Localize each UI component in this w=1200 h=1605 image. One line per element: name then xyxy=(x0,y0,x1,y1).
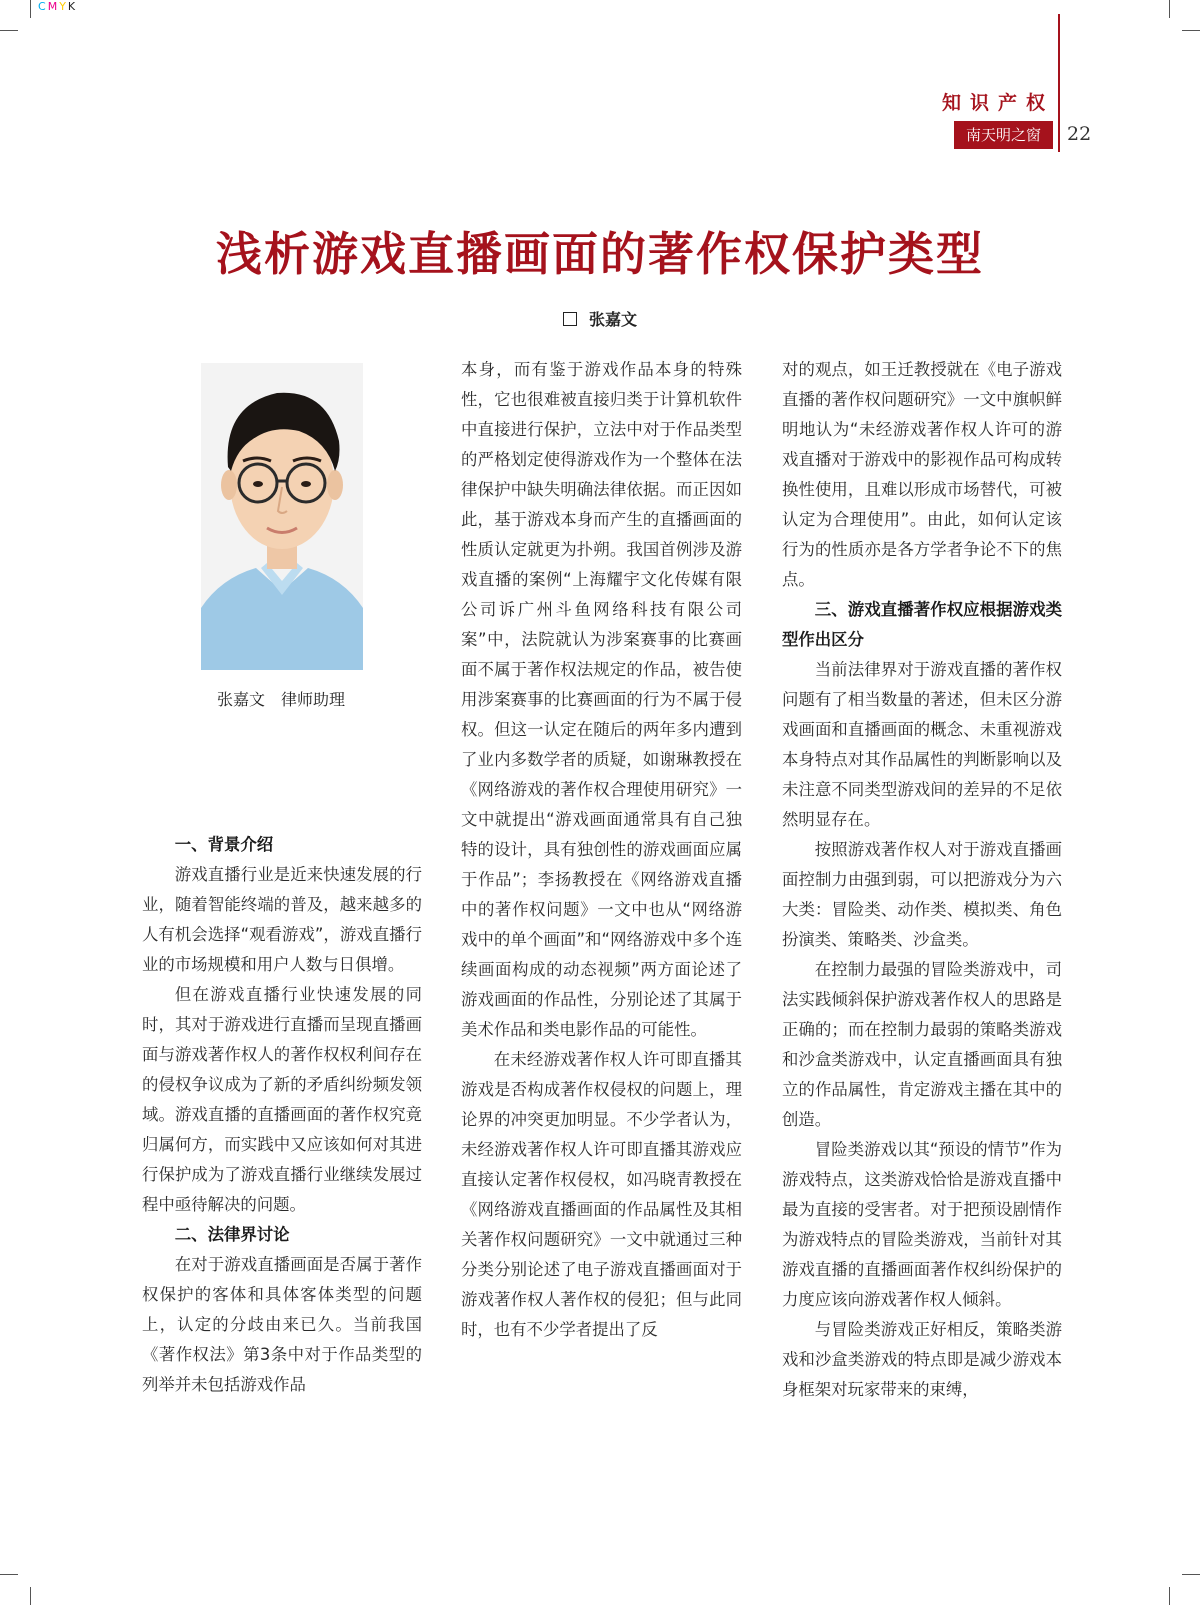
cmyk-registration-mark: CMYK xyxy=(38,0,78,13)
text-column-1 xyxy=(142,830,422,1400)
column-name-badge: 南天明之窗 xyxy=(954,121,1053,149)
crop-mark xyxy=(30,1587,31,1605)
section-heading-background: 一、背景介绍 xyxy=(174,835,274,854)
section-name: 知识产权 xyxy=(941,92,1054,114)
article-title: 浅析游戏直播画面的著作权保护类型 xyxy=(216,227,984,281)
author-name: 张嘉文 xyxy=(588,310,637,329)
crop-mark xyxy=(1169,0,1170,18)
square-icon xyxy=(563,312,577,326)
paragraph: 在控制力最强的冒险类游戏中，司法实践倾斜保护游戏著作权人的思路是正确的；而在控制力最弱的策略类游戏和沙盒类游戏中，认定直播画面具有独立的作品属性，肯定游戏主播在其中的创造。 xyxy=(782,960,1062,1129)
crop-mark xyxy=(0,1574,18,1575)
paragraph: 当前法律界对于游戏直播的著作权问题有了相当数量的著述，但未区分游戏画面和直播画面的概念、未重视游戏本身特点对其作品属性的判断影响以及未注意不同类型游戏间的差异的不足依然明显存在。 xyxy=(782,660,1062,829)
crop-mark xyxy=(1182,1574,1200,1575)
crop-mark xyxy=(30,0,31,18)
text-column-3 xyxy=(782,355,1062,1405)
photo-caption: 张嘉文 律师助理 xyxy=(216,690,345,709)
section-heading-game-type: 三、游戏直播著作权应根据游戏类型作出区分 xyxy=(782,600,1062,649)
paragraph: 但在游戏直播行业快速发展的同时，其对于游戏进行直播而呈现直播画面与游戏著作权人的著作权权利间存在的侵权争议成为了新的矛盾纠纷频发领域。游戏直播的直播画面的著作权究竟归属何方，而实践中又应该如何对其进行保护成为了游戏直播行业继续发展过程中亟待解决的问题。 xyxy=(142,985,422,1214)
author-photo xyxy=(201,363,363,670)
byline xyxy=(0,307,1200,330)
paragraph: 在未经游戏著作权人许可即直播其游戏是否构成著作权侵权的问题上，理论界的冲突更加明显。不少学者认为，未经游戏著作权人许可即直播其游戏应直接认定著作权侵权，如冯晓青教授在《网络游戏直播画面的作品属性及其相关著作权问题研究》一文中就通过三种分类分别论述了电子游戏直播画面对于游戏著作权人著作权的侵犯；但与此同时，也有不少学者提出了反 xyxy=(461,1050,742,1339)
paragraph: 本身，而有鉴于游戏作品本身的特殊性，它也很难被直接归类于计算机软件中直接进行保护，立法中对于作品类型的严格划定使得游戏作为一个整体在法律保护中缺失明确法律依据。而正因如此，基于游戏本身而产生的直播画面的性质认定就更为扑朔。我国首例涉及游戏直播的案例“上海耀宇文化传媒有限公司诉广州斗鱼网络科技有限公司案”中，法院就认为涉案赛事的比赛画面不属于著作权法规定的作品，被告使用涉案赛事的比赛画面的行为不属于侵权。但这一认定在随后的两年多内遭到了业内多数学者的质疑，如谢琳教授在《网络游戏的著作权合理使用研究》一文中就提出“游戏画面通常具有自己独特的设计，具有独创性的游戏画面应属于作品”；李扬教授在《网络游戏直播中的著作权问题》一文中也从“网络游戏中的单个画面”和“网络游戏中多个连续画面构成的动态视频”两方面论述了游戏画面的作品性，分别论述了其属于美术作品和类电影作品的可能性。 xyxy=(461,360,742,1039)
text-column-2 xyxy=(461,355,742,1345)
page-number: 22 xyxy=(1067,123,1092,145)
paragraph: 与冒险类游戏正好相反，策略类游戏和沙盒类游戏的特点即是减少游戏本身框架对玩家带来的束缚， xyxy=(782,1320,1062,1399)
crop-mark xyxy=(1169,1587,1170,1605)
paragraph: 按照游戏著作权人对于游戏直播画面控制力由强到弱，可以把游戏分为六大类：冒险类、动作类、模拟类、角色扮演类、策略类、沙盒类。 xyxy=(782,840,1062,949)
header-divider xyxy=(1058,14,1060,152)
paragraph: 冒险类游戏以其“预设的情节”作为游戏特点，这类游戏恰恰是游戏直播中最为直接的受害者。对于把预设剧情作为游戏特点的冒险类游戏，当前针对其游戏直播的直播画面著作权纠纷保护的力度应该向游戏著作权人倾斜。 xyxy=(782,1140,1062,1309)
crop-mark xyxy=(1182,30,1200,31)
paragraph: 在对于游戏直播画面是否属于著作权保护的客体和具体客体类型的问题上，认定的分歧由来已久。当前我国《著作权法》第3条中对于作品类型的列举并未包括游戏作品 xyxy=(142,1255,422,1394)
paragraph: 对的观点，如王迁教授就在《电子游戏直播的著作权问题研究》一文中旗帜鲜明地认为“未经游戏著作权人许可的游戏直播对于游戏中的影视作品可构成转换性使用，且难以形成市场替代，可被认定为合理使用”。由此，如何认定该行为的性质亦是各方学者争论不下的焦点。 xyxy=(782,360,1062,589)
portrait-illustration xyxy=(201,363,363,670)
section-heading-legal-discussion: 二、法律界讨论 xyxy=(174,1225,290,1244)
crop-mark xyxy=(0,30,18,31)
paragraph: 游戏直播行业是近来快速发展的行业，随着智能终端的普及，越来越多的人有机会选择“观看游戏”，游戏直播行业的市场规模和用户人数与日俱增。 xyxy=(142,865,422,974)
